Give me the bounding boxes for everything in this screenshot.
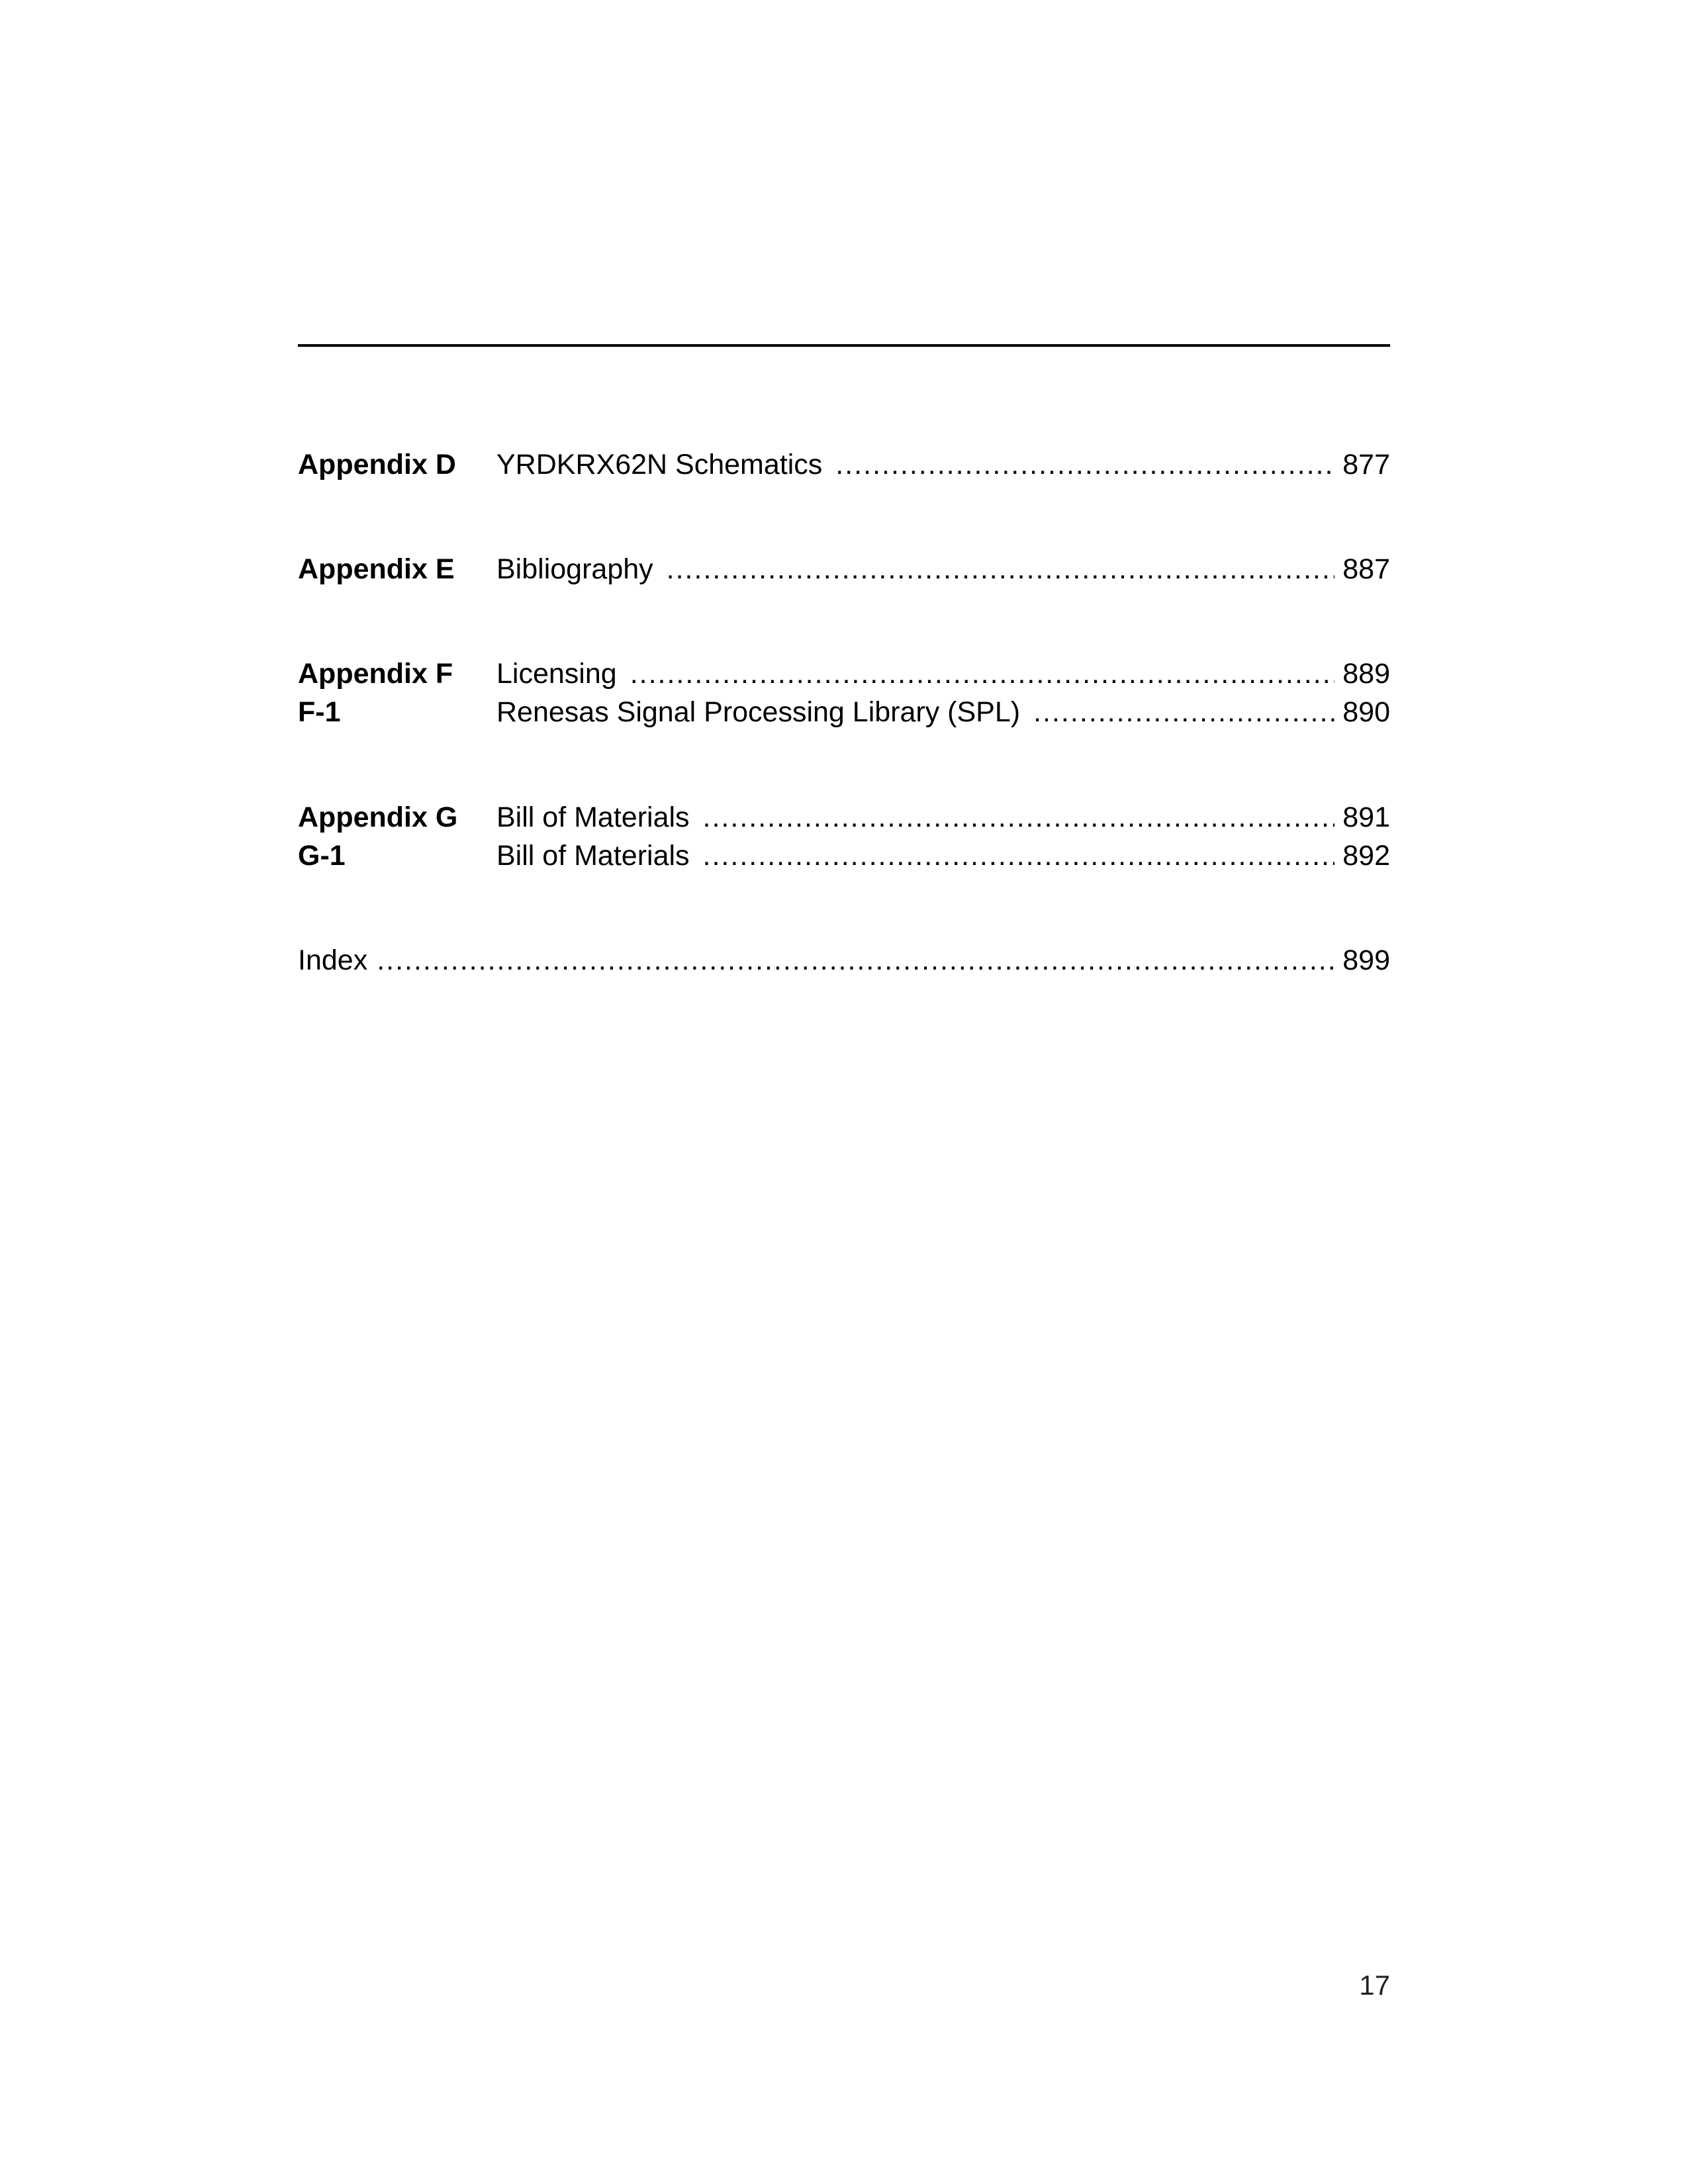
dot-leader bbox=[1033, 692, 1335, 732]
toc-entry-title: YRDKRX62N Schematics bbox=[496, 449, 823, 480]
toc-entry-label: Appendix G bbox=[298, 801, 458, 833]
toc-entry-label: F-1 bbox=[298, 696, 341, 728]
toc-entry-label: Appendix E bbox=[298, 553, 455, 585]
toc-entry-label: Appendix D bbox=[298, 449, 456, 480]
dot-leader bbox=[630, 654, 1335, 694]
dot-leader bbox=[703, 836, 1335, 876]
toc-entry-appendix-e[interactable] bbox=[298, 549, 1390, 589]
toc-entry-g-1[interactable] bbox=[298, 836, 1390, 876]
toc-entry-f-1[interactable] bbox=[298, 692, 1390, 732]
toc-entry-label: Appendix F bbox=[298, 658, 453, 690]
toc-entry-title: Licensing bbox=[496, 658, 617, 690]
toc-entry-page: 899 bbox=[1342, 944, 1390, 976]
toc-entry-title: Index bbox=[298, 944, 368, 976]
toc-entry-index[interactable] bbox=[298, 940, 1390, 980]
dot-leader bbox=[377, 940, 1335, 980]
toc-entry-title: Bibliography bbox=[496, 553, 653, 585]
toc-entry-page: 892 bbox=[1342, 840, 1390, 872]
toc-entry-page: 877 bbox=[1342, 449, 1390, 480]
dot-leader bbox=[835, 445, 1335, 484]
dot-leader bbox=[703, 797, 1335, 837]
toc-entry-label: G-1 bbox=[298, 840, 346, 872]
toc-entry-appendix-g[interactable] bbox=[298, 797, 1390, 837]
toc-entry-appendix-f[interactable] bbox=[298, 654, 1390, 694]
toc-entry-title: Renesas Signal Processing Library (SPL) bbox=[496, 696, 1021, 728]
toc-entry-page: 890 bbox=[1342, 696, 1390, 728]
page-number: 17 bbox=[1359, 1970, 1390, 2001]
toc-entry-title: Bill of Materials bbox=[496, 840, 690, 872]
toc-entry-page: 891 bbox=[1342, 801, 1390, 833]
toc-entry-title: Bill of Materials bbox=[496, 801, 690, 833]
top-rule bbox=[298, 344, 1390, 347]
toc-entry-page: 889 bbox=[1342, 658, 1390, 690]
toc-entry-page: 887 bbox=[1342, 553, 1390, 585]
dot-leader bbox=[667, 549, 1335, 589]
toc-entry-appendix-d[interactable] bbox=[298, 445, 1390, 484]
